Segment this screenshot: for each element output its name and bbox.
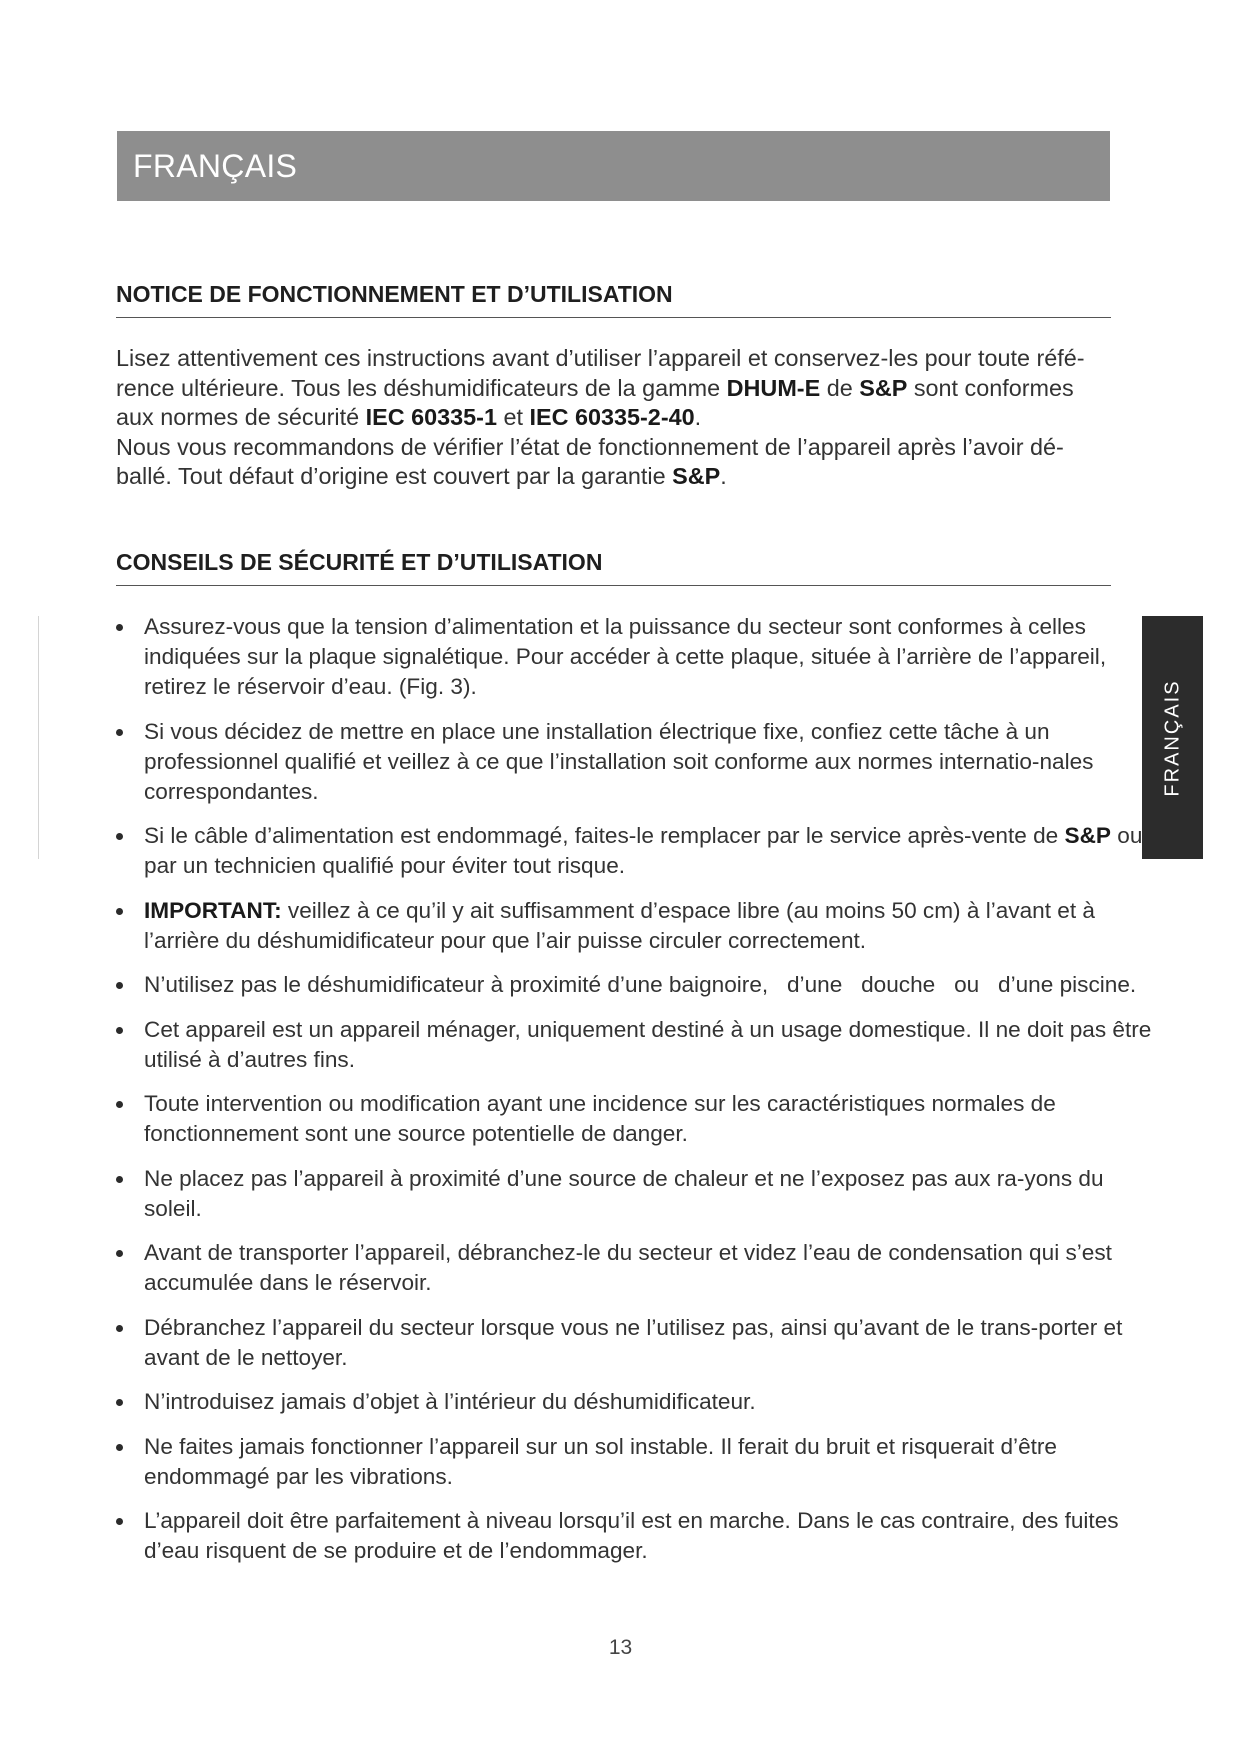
intro-paragraph-2: Nous vous recommandons de vérifier l’état de fonctionnement de l’appareil après l’avoir dé-ballé. Tout défaut d’origine est couvert par la garantie S&P. <box>116 433 1064 489</box>
list-item: Cet appareil est un appareil ménager, uniquement destiné à un usage domestique. Il ne doit pas être utilisé à d’autres fins. <box>116 1015 1156 1075</box>
bullet-icon <box>116 1399 123 1406</box>
bullet-icon <box>116 1518 123 1525</box>
bullet-icon <box>116 982 123 989</box>
section-title-safety: CONSEILS DE SÉCURITÉ ET D’UTILISATION <box>116 549 1111 586</box>
bullet-icon <box>116 833 123 840</box>
list-item: N’utilisez pas le déshumidificateur à proximité d’une baignoire, d’une douche ou d’une piscine. <box>116 970 1156 1000</box>
bullet-icon <box>116 624 123 631</box>
list-item: N’introduisez jamais d’objet à l’intérieur du déshumidificateur. <box>116 1387 1156 1417</box>
side-language-tab <box>1142 616 1203 859</box>
side-tab-label: FRANÇAIS <box>1161 678 1183 797</box>
bullet-icon <box>116 1444 123 1451</box>
list-item: Débranchez l’appareil du secteur lorsque vous ne l’utilisez pas, ainsi qu’avant de le trans-porter et avant de le nettoyer. <box>116 1313 1156 1373</box>
intro-text <box>116 344 1106 492</box>
list-item: L’appareil doit être parfaitement à niveau lorsqu’il est en marche. Dans le cas contraire, des fuites d’eau risquent de se produire et de l’endommager. <box>116 1506 1156 1566</box>
bullet-icon <box>116 729 123 736</box>
list-item: Ne faites jamais fonctionner l’appareil sur un sol instable. Il ferait du bruit et risquerait d’être endommagé par les vibrations. <box>116 1432 1156 1492</box>
list-item: IMPORTANT: veillez à ce qu’il y ait suffisamment d’espace libre (au moins 50 cm) à l’avant et à l’arrière du déshumidificateur pour que l’air puisse circuler correctement. <box>116 896 1156 956</box>
section-title-notice: NOTICE DE FONCTIONNEMENT ET D’UTILISATION <box>116 281 1111 318</box>
list-item: Avant de transporter l’appareil, débranchez-le du secteur et videz l’eau de condensation qui s’est accumulée dans le réservoir. <box>116 1238 1156 1298</box>
list-item: Toute intervention ou modification ayant une incidence sur les caractéristiques normales de fonctionnement sont une source potentielle de danger. <box>116 1089 1156 1149</box>
bullet-icon <box>116 908 123 915</box>
bullet-icon <box>116 1101 123 1108</box>
list-item: Si vous décidez de mettre en place une installation électrique fixe, confiez cette tâche à un professionnel qualifié et veillez à ce que l’installation soit conforme aux normes internatio-nales correspondantes. <box>116 717 1156 807</box>
list-item: Si le câble d’alimentation est endommagé, faites-le remplacer par le service après-vente de S&P ou par un technicien qualifié pour éviter tout risque. <box>116 821 1156 881</box>
safety-list <box>116 612 1156 1581</box>
bullet-icon <box>116 1325 123 1332</box>
intro-paragraph-1: Lisez attentivement ces instructions avant d’utiliser l’appareil et conservez-les pour toute réfé-rence ultérieure. Tous les déshumidificateurs de la gamme DHUM-E de S&P sont conformes aux normes de sécurité IEC 60335-1 et IEC 60335-2-40. <box>116 345 1085 430</box>
bullet-icon <box>116 1027 123 1034</box>
bullet-icon <box>116 1250 123 1257</box>
list-item: Assurez-vous que la tension d’alimentation et la puissance du secteur sont conformes à celles indiquées sur la plaque signalétique. Pour accéder à cette plaque, située à l’arrière de l’appareil, retirez le réservoir d’eau. (Fig. 3). <box>116 612 1156 702</box>
page-number: 13 <box>608 1636 633 1659</box>
margin-rule <box>38 616 39 859</box>
bullet-icon <box>116 1176 123 1183</box>
list-item: Ne placez pas l’appareil à proximité d’une source de chaleur et ne l’exposez pas aux ra-yons du soleil. <box>116 1164 1156 1224</box>
language-banner: FRANÇAIS <box>117 131 1110 201</box>
